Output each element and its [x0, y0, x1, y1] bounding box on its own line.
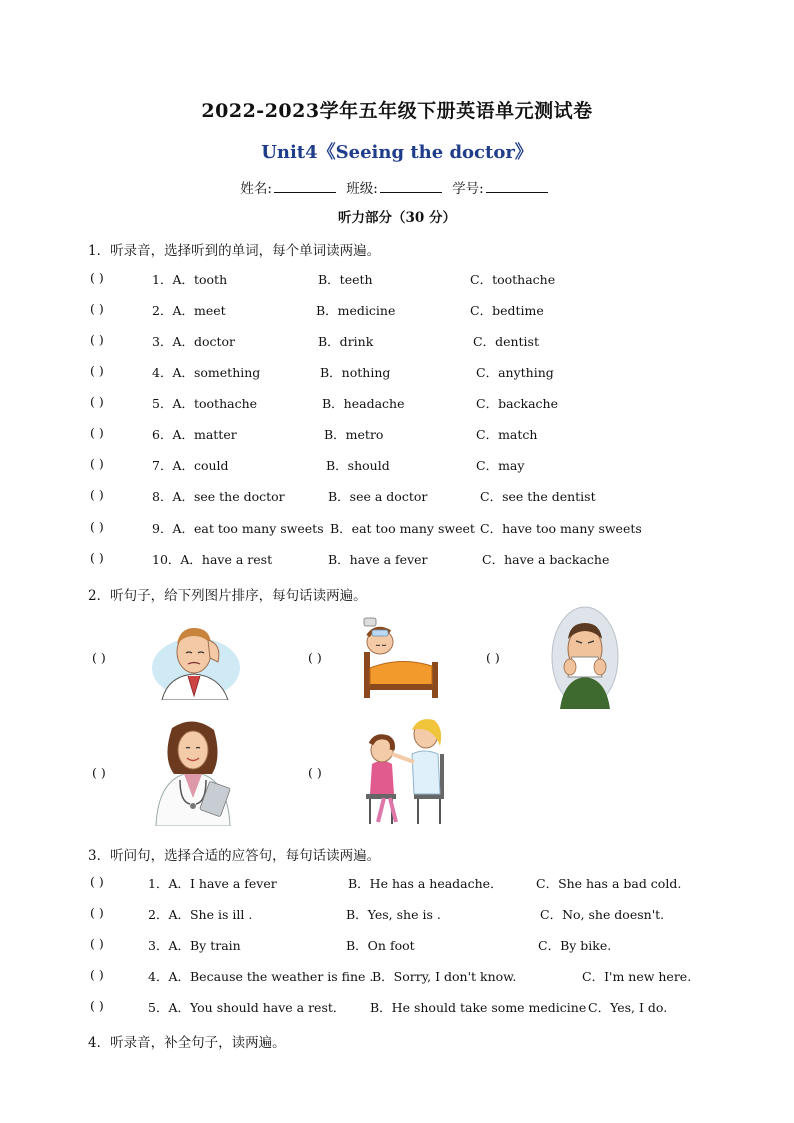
- headache-man-image: [148, 618, 240, 700]
- option-b: B．eat too many sweet: [330, 521, 475, 536]
- option-b: B．headache: [322, 396, 405, 411]
- option-c: C．I'm new here.: [582, 969, 692, 984]
- option-c: C．may: [476, 458, 525, 473]
- answer-paren[interactable]: ( ): [90, 301, 104, 316]
- option-c: C．bedtime: [470, 303, 544, 318]
- option-a: 2．A．She is ill .: [148, 907, 253, 922]
- section-heading: 听力部分（30 分）: [338, 210, 456, 226]
- q2-answer-paren[interactable]: ( ): [92, 765, 106, 780]
- option-a: 1．A．tooth: [152, 272, 228, 287]
- student-info-line: [0, 177, 794, 197]
- option-b: B．should: [326, 458, 390, 473]
- option-c: C．have a backache: [482, 552, 610, 567]
- option-b: B．nothing: [320, 365, 391, 380]
- option-a: 4．A．Because the weather is fine .: [148, 969, 374, 984]
- answer-paren[interactable]: ( ): [90, 425, 104, 440]
- answer-paren[interactable]: ( ): [90, 967, 104, 982]
- option-b: B．drink: [318, 334, 374, 349]
- option-c: C．dentist: [473, 334, 539, 349]
- sneezing-man-image: [550, 605, 620, 709]
- option-b: B．Sorry, I don't know.: [372, 969, 517, 984]
- option-a: 8．A．see the doctor: [152, 489, 285, 504]
- answer-paren[interactable]: ( ): [90, 519, 104, 534]
- option-b: B．medicine: [316, 303, 396, 318]
- answer-paren[interactable]: ( ): [90, 905, 104, 920]
- option-a: 7．A．could: [152, 458, 229, 473]
- option-b: B．Yes, she is .: [346, 907, 441, 922]
- answer-paren[interactable]: ( ): [90, 998, 104, 1013]
- option-a: 4．A．something: [152, 365, 261, 380]
- option-b: B．teeth: [318, 272, 373, 287]
- id-blank[interactable]: [486, 180, 548, 193]
- answer-paren[interactable]: ( ): [90, 936, 104, 951]
- q2-answer-paren[interactable]: ( ): [308, 765, 322, 780]
- id-label: 学号:: [452, 181, 484, 197]
- option-c: C．toothache: [470, 272, 556, 287]
- option-b: B．He should take some medicine: [370, 1000, 587, 1015]
- option-b: B．He has a headache．: [348, 876, 503, 891]
- q4-instruction: 4．听录音，补全句子，读两遍。: [88, 1035, 286, 1051]
- option-a: 5．A．You should have a rest．: [148, 1000, 346, 1015]
- option-a: 3．A．doctor: [152, 334, 236, 349]
- option-a: 9．A．eat too many sweets: [152, 521, 324, 536]
- sick-in-bed-image: [360, 612, 444, 702]
- q2-instruction: 2．听句子，给下列图片排序，每句话读两遍。: [88, 588, 367, 604]
- q3-instruction: 3．听问句，选择合适的应答句，每句话读两遍。: [88, 848, 381, 864]
- unit-subtitle: Unit4《Seeing the doctor》: [261, 142, 533, 163]
- class-blank[interactable]: [380, 180, 442, 193]
- answer-paren[interactable]: ( ): [90, 487, 104, 502]
- name-label: 姓名:: [240, 181, 272, 197]
- q2-answer-paren[interactable]: ( ): [92, 650, 106, 665]
- option-c: C．see the dentist: [480, 489, 596, 504]
- page-title: 2022-2023学年五年级下册英语单元测试卷: [201, 100, 593, 122]
- option-c: C．By bike.: [538, 938, 612, 953]
- doctor-woman-image: [150, 718, 236, 826]
- q2-answer-paren[interactable]: ( ): [308, 650, 322, 665]
- answer-paren[interactable]: ( ): [90, 332, 104, 347]
- option-c: C．She has a bad cold.: [536, 876, 682, 891]
- option-c: C．anything: [476, 365, 554, 380]
- option-c: C．No, she doesn't.: [540, 907, 665, 922]
- answer-paren[interactable]: ( ): [90, 550, 104, 565]
- answer-paren[interactable]: ( ): [90, 363, 104, 378]
- option-c: C．have too many sweets: [480, 521, 642, 536]
- option-a: 3．A．By train: [148, 938, 241, 953]
- option-b: B．have a fever: [328, 552, 428, 567]
- option-b: B．metro: [324, 427, 384, 442]
- option-a: 5．A．toothache: [152, 396, 258, 411]
- option-a: 10．A．have a rest: [152, 552, 273, 567]
- option-c: C．backache: [476, 396, 558, 411]
- option-c: C．match: [476, 427, 538, 442]
- answer-paren[interactable]: ( ): [90, 270, 104, 285]
- option-c: C．Yes, I do.: [588, 1000, 668, 1015]
- option-a: 1．A．I have a fever: [148, 876, 277, 891]
- q2-answer-paren[interactable]: ( ): [486, 650, 500, 665]
- option-a: 6．A．matter: [152, 427, 237, 442]
- answer-paren[interactable]: ( ): [90, 456, 104, 471]
- option-b: B．On foot: [346, 938, 415, 953]
- answer-paren[interactable]: ( ): [90, 874, 104, 889]
- q1-instruction: 1．听录音，选择听到的单词，每个单词读两遍。: [88, 243, 381, 259]
- class-label: 班级:: [346, 181, 378, 197]
- option-b: B．see a doctor: [328, 489, 428, 504]
- dentist-checkup-image: [362, 714, 448, 828]
- answer-paren[interactable]: ( ): [90, 394, 104, 409]
- option-a: 2．A．meet: [152, 303, 226, 318]
- name-blank[interactable]: [274, 180, 336, 193]
